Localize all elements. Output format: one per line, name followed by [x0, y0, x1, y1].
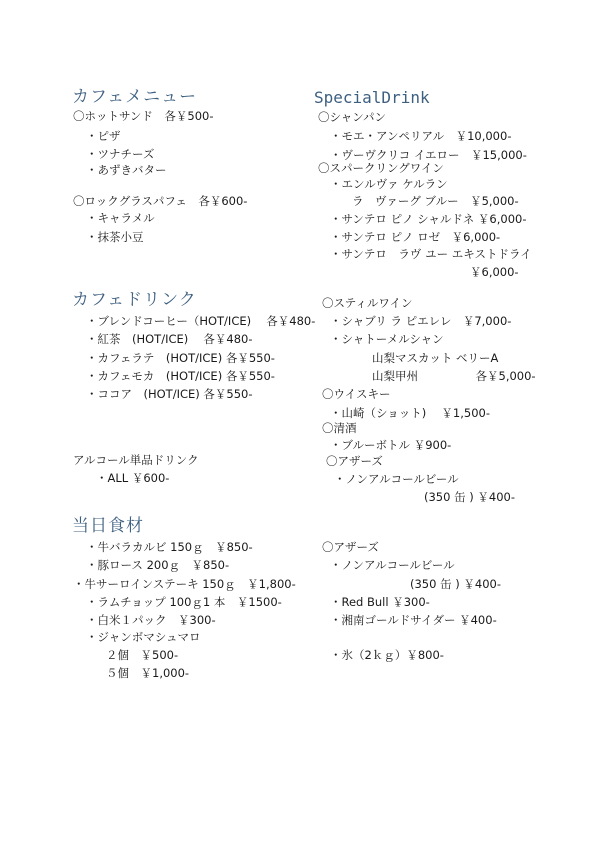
other-item: ・ノンアルコールビール	[330, 558, 455, 572]
drink-item: ・エンルヴァ ケルラン	[330, 177, 448, 191]
whisky-label: 〇ウイスキー	[322, 387, 391, 401]
special-drink-heading: SpecialDrink	[314, 88, 430, 107]
cafe-drink-heading: カフェドリンク	[72, 290, 197, 310]
drink-item: ・ブルーボトル ￥900-	[330, 438, 452, 452]
food-item: ・白米１パック ￥300-	[86, 613, 216, 627]
other-price: (350 缶 ) ￥400-	[410, 577, 501, 591]
drink-item: ・サンテロ ピノ シャルドネ ￥6,000-	[330, 212, 527, 226]
drink-item: ・カフェラテ (HOT/ICE) 各￥550-	[86, 351, 275, 365]
drink-item: ・シャトーメルシャン	[330, 332, 444, 346]
still-wine-label: 〇スティルワイン	[322, 296, 413, 310]
drink-item: ・ブレンドコーヒー（HOT/ICE) 各￥480-	[86, 314, 316, 328]
drink-item: ・カフェモカ (HOT/ICE) 各￥550-	[86, 369, 275, 383]
drink-item: ラ ヴァーグ ブルー ￥5,000-	[352, 194, 519, 208]
other-item: ・Red Bull ￥300-	[330, 595, 430, 609]
menu-item: ・ツナチーズ	[86, 147, 155, 161]
drink-item: ・山崎（ショット) ￥1,500-	[330, 406, 490, 420]
others2-label: 〇アザーズ	[322, 540, 379, 554]
menu-item: ・キャラメル	[86, 211, 155, 225]
drink-item: 山梨甲州 各￥5,000-	[372, 369, 536, 383]
drink-item: ・ノンアルコールビール	[334, 472, 459, 486]
menu-item: ・あずきバター	[86, 163, 167, 177]
sparkling-label: 〇スパークリングワイン	[318, 161, 444, 175]
menu-item: ・ピザ	[86, 129, 121, 143]
hotsand-label: 〇ホットサンド 各￥500-	[73, 109, 214, 123]
parfait-label: 〇ロックグラスパフェ 各￥600-	[73, 194, 248, 208]
drink-item: 山梨マスカット ベリーA	[372, 351, 499, 365]
food-heading: 当日食材	[72, 516, 144, 536]
drink-item: ・サンテロ ピノ ロゼ ￥6,000-	[330, 230, 501, 244]
drink-item: ・モエ・アンペリアル ￥10,000-	[330, 129, 512, 143]
drink-price: (350 缶 ) ￥400-	[424, 490, 515, 504]
others-label: 〇アザーズ	[326, 454, 383, 468]
food-item: ・牛バラカルビ 150ｇ ￥850-	[86, 540, 253, 554]
food-item: ２個 ￥500-	[106, 648, 179, 662]
food-item: ・ラムチョップ 100ｇ1 本 ￥1500-	[86, 595, 282, 609]
food-item: ・豚ロース 200ｇ ￥850-	[86, 558, 230, 572]
menu-item: ・抹茶小豆	[86, 230, 144, 244]
drink-item: ・サンテロ ラヴ ユー エキストドライ	[330, 247, 532, 261]
alcohol-single-heading: アルコール単品ドリンク	[73, 453, 199, 467]
other-item: ・氷（2ｋｇ）￥800-	[330, 648, 444, 662]
drink-price: ￥6,000-	[470, 265, 519, 279]
other-item: ・湘南ゴールドサイダー ￥400-	[330, 613, 497, 627]
alcohol-item: ・ALL ￥600-	[96, 471, 170, 485]
drink-item: ・紅茶 (HOT/ICE) 各￥480-	[86, 332, 253, 346]
food-item: ５個 ￥1,000-	[106, 666, 190, 680]
sake-label: 〇清酒	[322, 421, 357, 435]
drink-item: ・ヴーヴクリコ イエロー ￥15,000-	[330, 148, 527, 162]
drink-item: ・シャブリ ラ ピエレレ ￥7,000-	[330, 314, 512, 328]
champagne-label: 〇シャンパン	[318, 110, 386, 124]
food-item: ・牛サーロインステーキ 150ｇ ￥1,800-	[73, 577, 296, 591]
drink-item: ・ココア (HOT/ICE) 各￥550-	[86, 387, 253, 401]
food-item: ・ジャンボマシュマロ	[86, 630, 201, 644]
cafe-menu-heading: カフェメニュー	[72, 87, 198, 107]
